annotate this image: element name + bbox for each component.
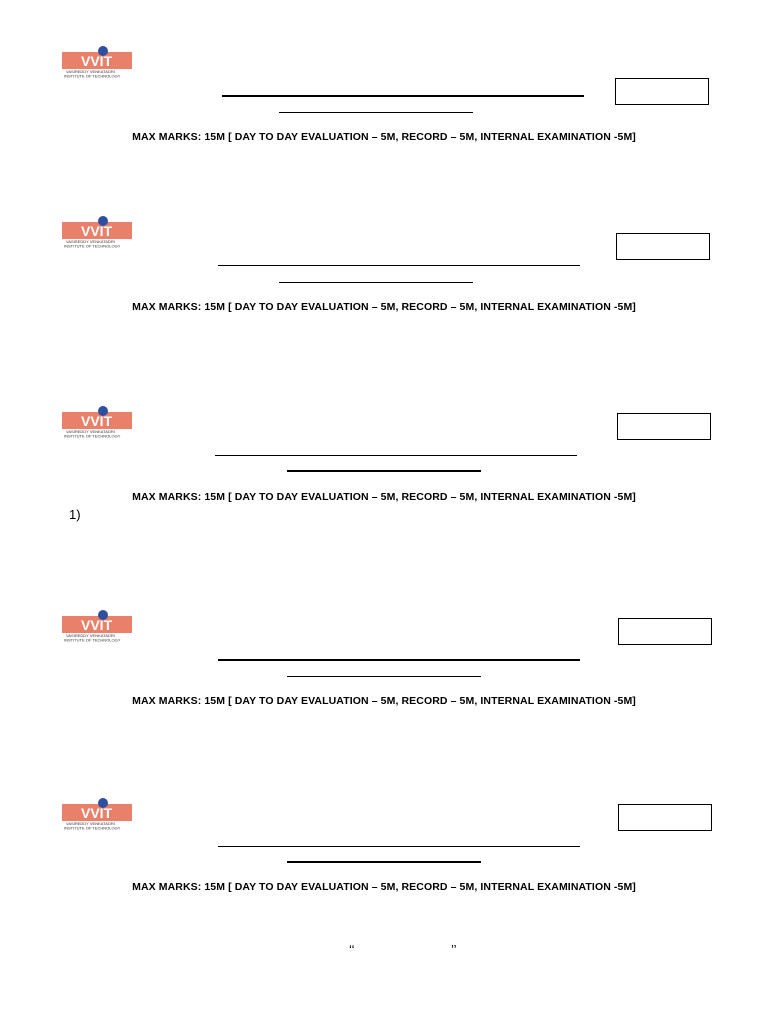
title-underline [218,265,580,266]
vvit-logo [62,404,132,438]
question-number: 1) [69,507,81,522]
marks-box [617,413,711,440]
subtitle-underline [279,112,473,113]
title-underline [215,455,577,456]
subtitle-underline [287,676,481,677]
marks-box [616,233,710,260]
max-marks-text: MAX MARKS: 15M [ DAY TO DAY EVALUATION – 5M, RECORD – 5M, INTERNAL EXAMINATION -5M] [132,131,636,143]
vvit-logo [62,214,132,248]
marks-box [618,618,712,645]
vvit-logo [62,796,132,830]
vvit-logo [62,608,132,642]
title-underline [222,95,584,97]
title-underline [218,659,580,661]
max-marks-text: MAX MARKS: 15M [ DAY TO DAY EVALUATION – 5M, RECORD – 5M, INTERNAL EXAMINATION -5M] [132,695,636,707]
marks-box [618,804,712,831]
open-quote: ‘‘ [349,942,355,957]
subtitle-underline [287,861,481,863]
title-underline [218,846,580,847]
max-marks-text: MAX MARKS: 15M [ DAY TO DAY EVALUATION – 5M, RECORD – 5M, INTERNAL EXAMINATION -5M] [132,301,636,313]
max-marks-text: MAX MARKS: 15M [ DAY TO DAY EVALUATION – 5M, RECORD – 5M, INTERNAL EXAMINATION -5M] [132,881,636,893]
vvit-logo [62,44,132,78]
marks-box [615,78,709,105]
close-quote: ’’ [451,942,457,957]
subtitle-underline [287,470,481,472]
subtitle-underline [279,282,473,283]
max-marks-text: MAX MARKS: 15M [ DAY TO DAY EVALUATION – 5M, RECORD – 5M, INTERNAL EXAMINATION -5M] [132,491,636,503]
